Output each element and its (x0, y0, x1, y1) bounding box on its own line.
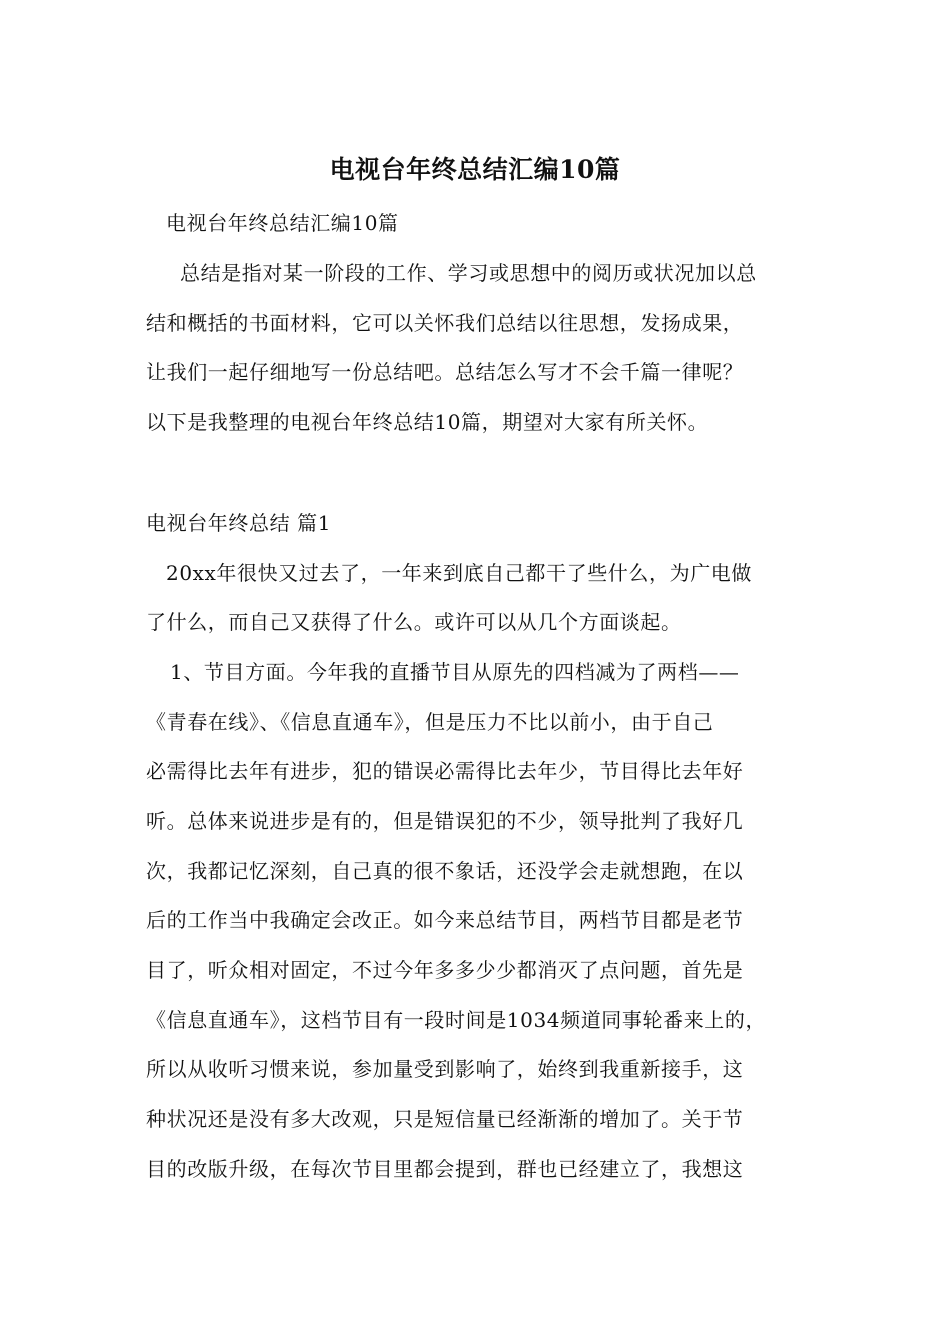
body-line: 了什么，而自己又获得了什么。或许可以从几个方面谈起。 (146, 610, 682, 634)
intro-line: 总结是指对某一阶段的工作、学习或思想中的阅历或状况加以总 (180, 261, 757, 285)
body-line: 后的工作当中我确定会改正。如今来总结节目，两档节目都是老节 (146, 908, 744, 932)
body-line: 目的改版升级，在每次节目里都会提到，群也已经建立了，我想这 (146, 1157, 744, 1181)
body-line: 目了，听众相对固定，不过今年多多少少都消灭了点问题，首先是 (146, 958, 744, 982)
body-line: 必需得比去年有进步，犯的错误必需得比去年少，节目得比去年好 (146, 759, 744, 783)
intro-line: 以下是我整理的电视台年终总结10篇，期望对大家有所关怀。 (146, 410, 709, 434)
intro-line: 结和概括的书面材料，它可以关怀我们总结以往思想，发扬成果， (146, 311, 744, 335)
body-line: 《信息直通车》，这档节目有一段时间是1034频道同事轮番来上的， (146, 1008, 767, 1032)
body-line: 《青春在线》、《信息直通车》，但是压力不比以前小，由于自己 (146, 710, 714, 734)
section-heading: 电视台年终总结 篇1 (146, 511, 332, 535)
document-subtitle: 电视台年终总结汇编10篇 (166, 211, 399, 235)
document-title: 电视台年终总结汇编10篇 (329, 155, 621, 184)
intro-line: 让我们一起仔细地写一份总结吧。总结怎么写才不会千篇一律呢？ (146, 360, 744, 384)
body-line: 次，我都记忆深刻，自己真的很不象话，还没学会走就想跑，在以 (146, 859, 744, 883)
body-line: 所以从收听习惯来说，参加量受到影响了，始终到我重新接手，这 (146, 1057, 744, 1081)
body-line: 20xx年很快又过去了，一年来到底自己都干了些什么，为广电做 (166, 561, 753, 585)
body-line: 1、节目方面。今年我的直播节目从原先的四档减为了两档—— (170, 660, 740, 684)
body-line: 听。总体来说进步是有的，但是错误犯的不少，领导批判了我好几 (146, 809, 744, 833)
body-line: 种状况还是没有多大改观，只是短信量已经渐渐的增加了。关于节 (146, 1107, 744, 1131)
